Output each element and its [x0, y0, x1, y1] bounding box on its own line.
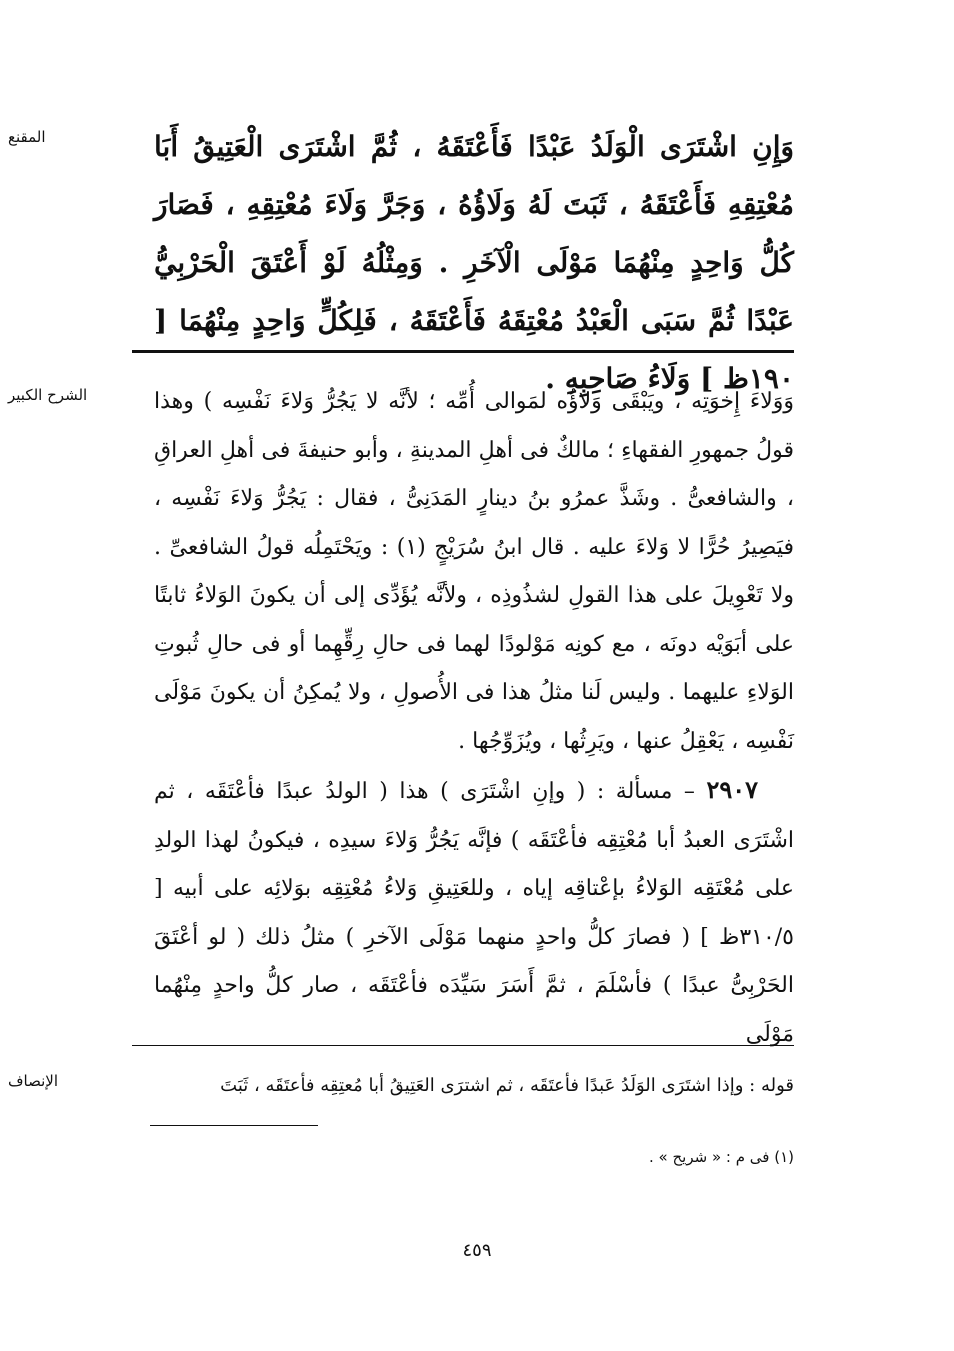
section-divider: [132, 350, 794, 353]
page-number: ٤٥٩: [462, 1240, 492, 1261]
mumti-text: وَإِنِ اشْتَرَى الْوَلَدُ عَبْدًا فَأَعْتَقَهُ ، ثُمَّ اشْتَرَى الْعَتِيقُ أَبَا مُعْتِقِهِ فَأَعْتَقَهُ ، ثَبَتَ لَهُ وَلَاؤُهُ ، وَجَرَّ وَلَاءَ مُعْتِقِهِ ، فَصَارَ كُلُّ وَاحِدٍ مِنْهُمَا مَوْلَى الْآخَرِ . وَمِثْلُهُ لَوْ أَعْتَقَ الْحَرْبِيُّ عَبْدًا ثُمَّ سَبَى الْعَبْدُ مُعْتِقَهُ فَأَعْتَقَهُ ، فَلِكُلٍّ وَاحِدٍ مِنْهُمَا [ ١٩٠ظ ] وَلَاءُ صَاحِبِهِ .: [154, 130, 794, 395]
section-label-mumti: المقنع: [8, 128, 46, 146]
issue-number: ٢٩٠٧: [706, 775, 758, 804]
insaf-text: قوله : وإذا اشتَرَى الوَلَدُ عَبدًا فأعتَقَه ، ثم اشترَى العَتِيقُ أبا مُعتِقِه فأعتَقَه ، ثَبَتَ: [220, 1075, 794, 1096]
sharh-text: [154, 378, 794, 1059]
sharh-paragraph-2: [154, 766, 794, 1059]
footnote: (١) فى م : « شريح » .: [649, 1148, 794, 1166]
section-label-sharh: الشرح الكبير: [8, 386, 88, 404]
footnote-divider: [150, 1125, 318, 1126]
section-label-insaf: الإنصاف: [8, 1072, 59, 1090]
sharh-paragraph-1: وَوَلاءَ إِخوَتِه ، ويَبْقَى وَلاؤُه لمَوالى أُمِّه ؛ لأنَّه لا يَجُرُّ وَلاءَ نَفْسِه ) وهذا قولُ جمهورِ الفقهاءِ ؛ مالكٌ فى أهلِ المدينةِ ، وأبو حنيفةَ فى أهلِ العراقِ ، والشافعىُّ . وشَذَّ عمرُو بنُ دينارٍ المَدَنِىُّ ، فقال : يَجُرُّ وَلاءَ نَفْسِه ، فيَصِيرُ حُرًّا لا وَلاءَ عليه . قال ابنُ سُرَيْجٍ (١) : ويَحْتَمِلُه قولُ الشافعىِّ . ولا تَعْوِيلَ على هذا القولِ لشذُوذِه ، ولأنَّه يُؤَدِّى إلى أن يكونَ الوَلاءُ ثابتًا على أبَوَيْه دونَه ، مع كونِه مَوْلودًا لهما فى حالِ رِقِّهِما أو فى حالِ ثُبوتِ الوَلاءِ عليهما . وليس لَنا مثلُ هذا فى الأُصولِ ، ولا يُمكِنُ أن يكونَ مَوْلَى نَفْسِه ، يَعْقِلُ عنها ، ويَرِثُها ، ويُزَوِّجُها .: [154, 389, 794, 754]
section-divider-2: [132, 1045, 794, 1046]
sharh-paragraph-2-text: – مسألة : ( وإنِ اشْتَرَى ) هذا ( الولدُ عبدًا فأعْتَقَه ، ثم اشْتَرَى العبدُ أبا مُعْتِقِه فأعْتَقَه ) فإنَّه يَجُرُّ وَلاءَ سيدِه ، فيكونُ لهذا الولدِ على مُعْتَقِه الوَلاءُ بإعْتاقِه إياه ، وللعَتِيقِ وَلاءُ مُعْتِقِه بوَلائِه على أبيه [ ٣١٠/٥ظ ] ( فصارَ كلُّ واحدٍ منهما مَوْلَى الآخرِ ) مثلُ ذلك ( لو أعْتَقَ الحَرْبِىُّ عبدًا ) فأسْلَمَ ، ثمَّ أَسَرَ سَيِّدَه فأعْتَقَه ، صار كلُّ واحدٍ مِنْهُما مَوْلَى: [154, 779, 794, 1047]
